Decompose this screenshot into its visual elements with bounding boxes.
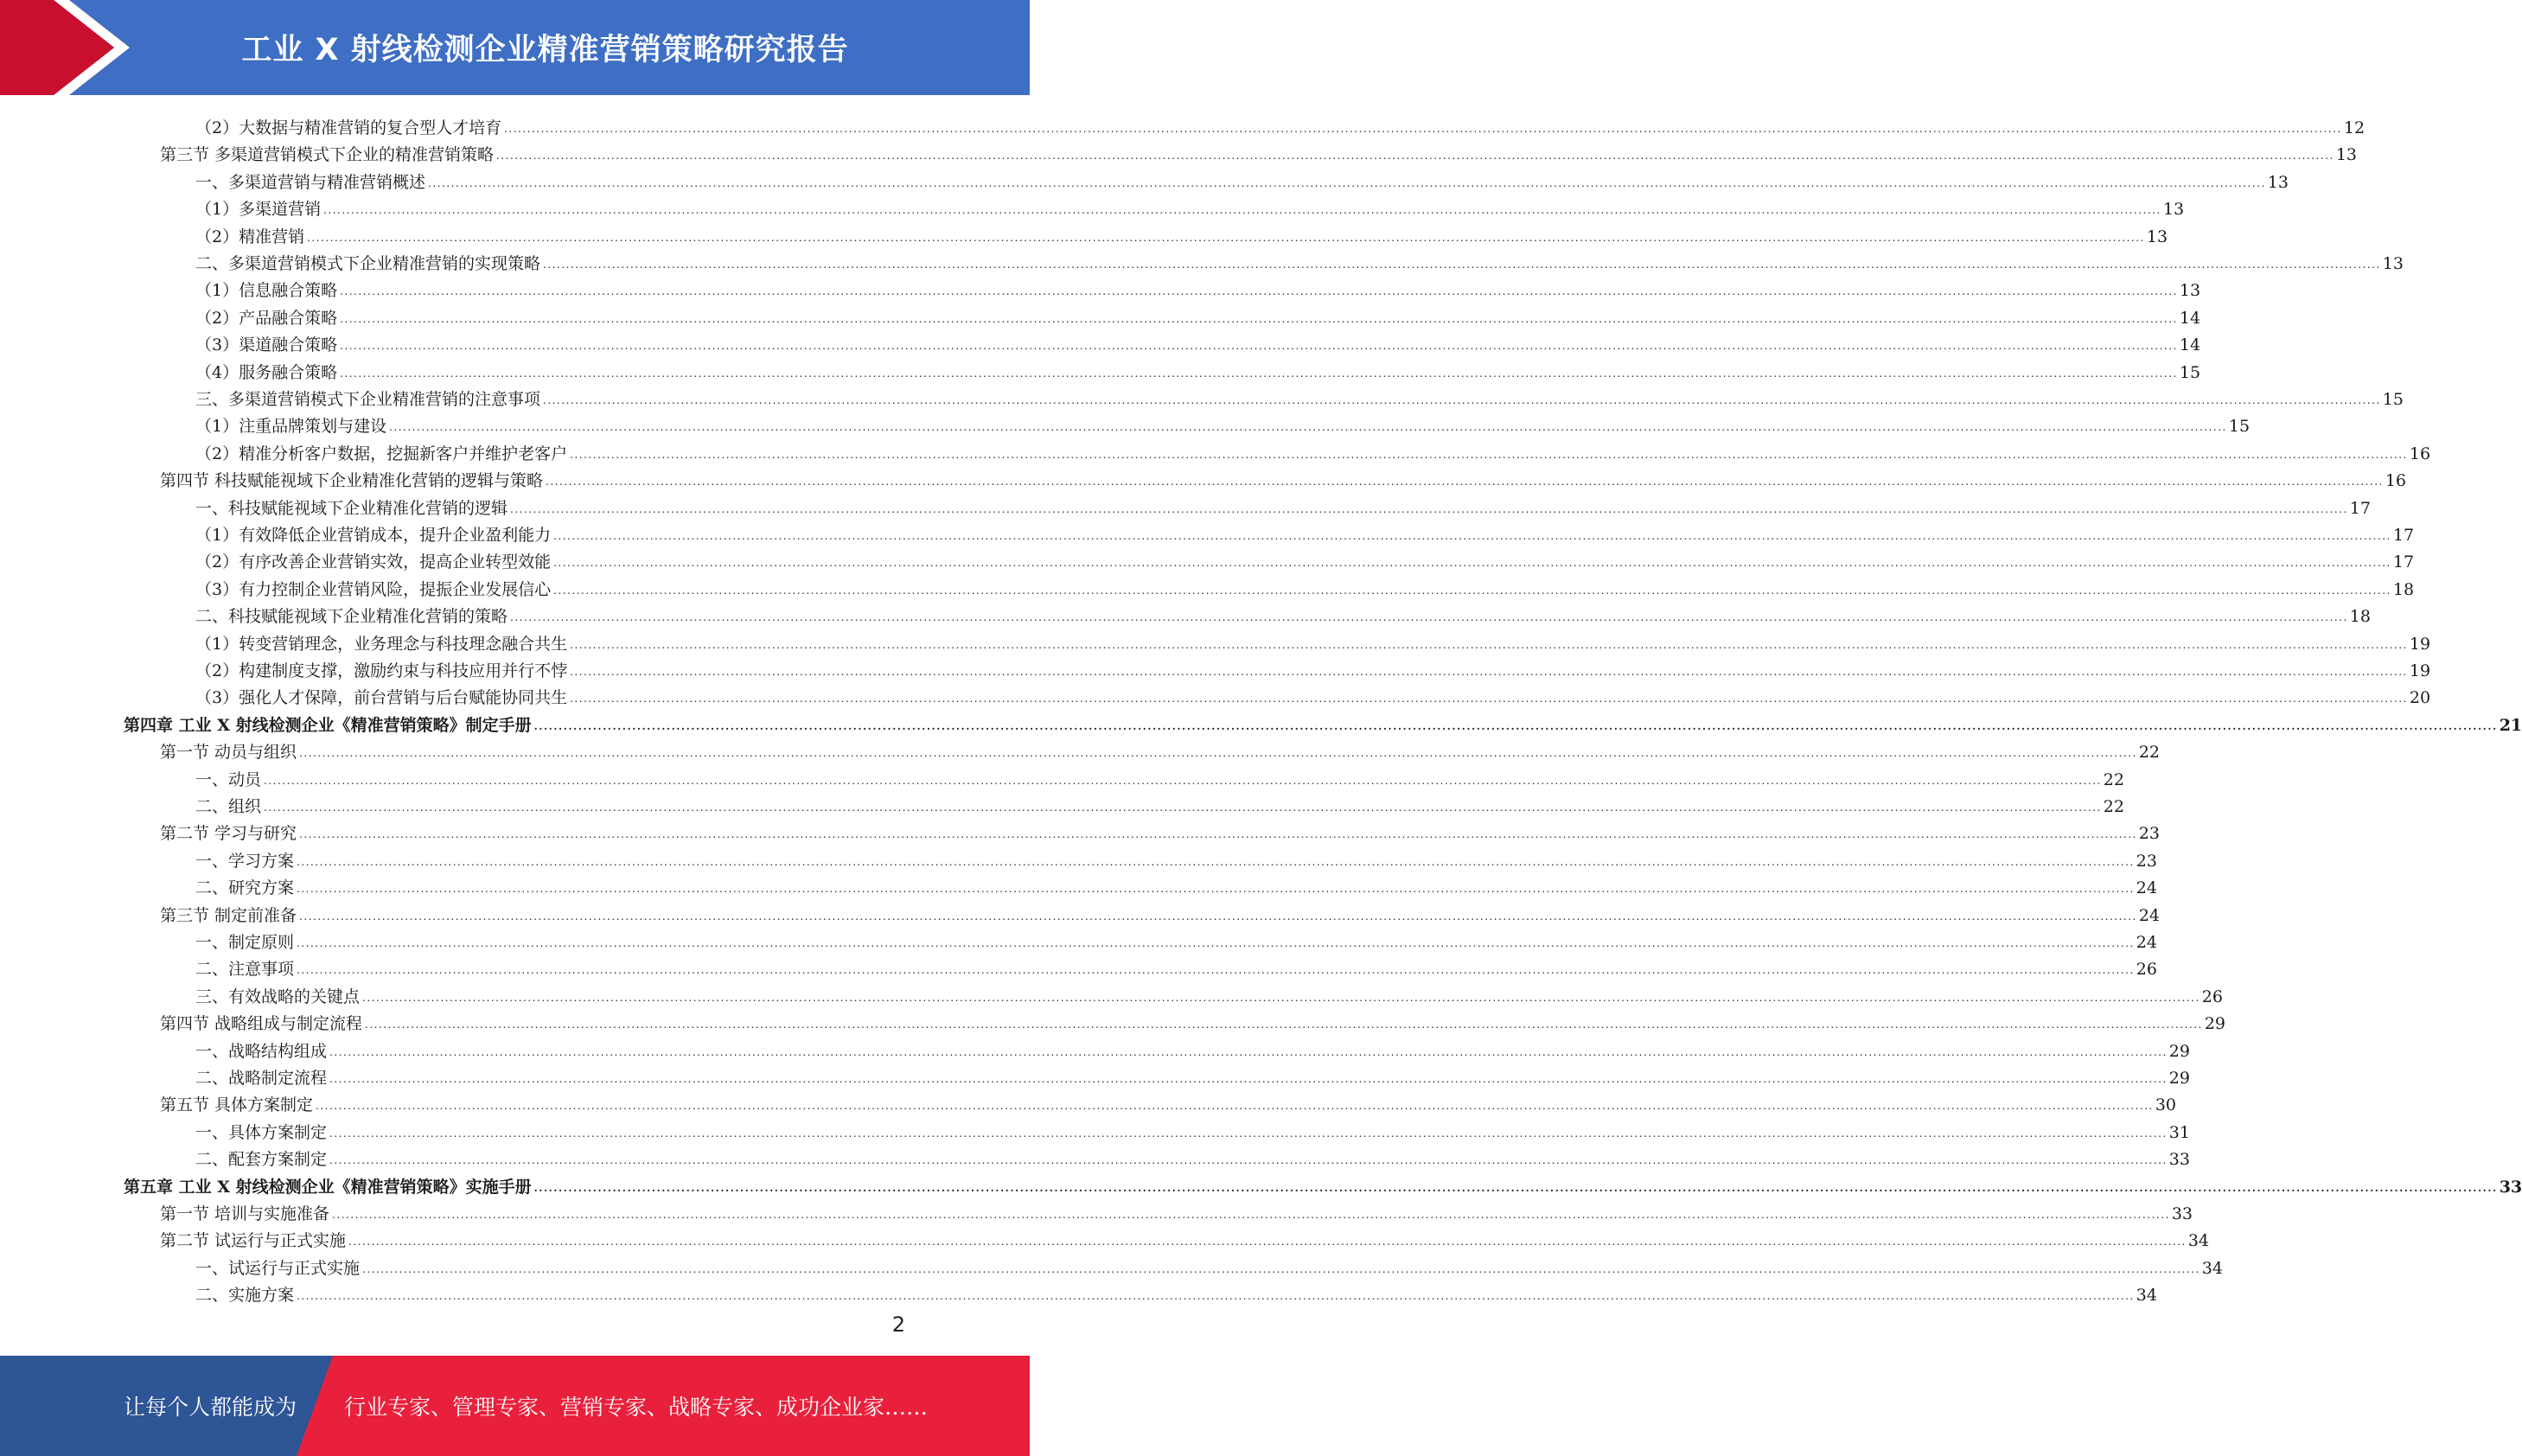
toc-dot-leader: ................................................................................................................................................................................................................................................................................................................................................................................................................: [329, 1127, 2168, 1140]
toc-dot-leader: ................................................................................................................................................................................................................................................................................................................................................................................................................: [533, 719, 2498, 732]
toc-entry-label: （2）大数据与精准营销的复合型人才培育: [195, 118, 502, 137]
toc-entry[interactable]: [195, 491, 2371, 518]
toc-entry-page: 18: [2392, 579, 2415, 599]
toc-entry-page: 14: [2179, 308, 2201, 328]
toc-entry[interactable]: [195, 1251, 2223, 1278]
toc-entry[interactable]: [195, 599, 2371, 627]
toc-dot-leader: ................................................................................................................................................................................................................................................................................................................................................................................................................: [362, 991, 2200, 1004]
toc-dot-leader: ................................................................................................................................................................................................................................................................................................................................................................................................................: [323, 204, 2161, 217]
toc-dot-leader: ................................................................................................................................................................................................................................................................................................................................................................................................................: [570, 693, 2408, 706]
toc-entry[interactable]: [195, 680, 2431, 708]
toc-entry-label: 第一节 培训与实施准备: [160, 1204, 330, 1223]
toc-entry-label: 二、实施方案: [195, 1286, 295, 1306]
toc-dot-leader: ................................................................................................................................................................................................................................................................................................................................................................................................................: [546, 476, 2384, 489]
toc-dot-leader: ................................................................................................................................................................................................................................................................................................................................................................................................................: [543, 259, 2381, 271]
toc-entry-page: 26: [2136, 960, 2157, 980]
toc-entry[interactable]: [195, 1278, 2157, 1306]
toc-entry-label: 二、配套方案制定: [195, 1150, 328, 1170]
toc-entry-page: 13: [2267, 172, 2289, 192]
toc-entry-label: （1）注重品牌策划与建设: [195, 417, 387, 437]
toc-entry-label: （1）有效降低企业营销成本，提升企业盈利能力: [195, 526, 552, 545]
toc-entry-page: 33: [2168, 1150, 2190, 1170]
toc-dot-leader: ................................................................................................................................................................................................................................................................................................................................................................................................................: [496, 150, 2334, 163]
toc-entry-label: （3）强化人才保障，前台营销与后台赋能协同共生: [195, 688, 568, 708]
footer-slogan-right: 行业专家、管理专家、营销专家、战略专家、成功企业家……: [344, 1395, 929, 1420]
toc-entry-page: 29: [2204, 1014, 2226, 1034]
toc-entry-label: （1）信息融合策略: [195, 281, 338, 301]
toc-entry[interactable]: [160, 735, 2161, 763]
toc-entry[interactable]: [195, 627, 2431, 654]
toc-entry-page: 22: [2103, 770, 2124, 789]
toc-entry-label: 第三节 多渠道营销模式下企业的精准营销策略: [160, 145, 495, 165]
toc-dot-leader: ................................................................................................................................................................................................................................................................................................................................................................................................................: [329, 1154, 2168, 1167]
toc-entry-page: 34: [2187, 1231, 2210, 1251]
toc-entry-page: 13: [2146, 227, 2168, 246]
toc-entry-label: 第一节 动员与组织: [160, 743, 297, 763]
toc-entry[interactable]: [195, 1061, 2190, 1088]
toc-entry[interactable]: [195, 789, 2124, 816]
toc-entry-page: 24: [2136, 878, 2157, 898]
toc-entry[interactable]: [195, 952, 2157, 980]
header-arrow-decoration: [0, 0, 130, 95]
toc-entry-page: 17: [2392, 552, 2415, 572]
toc-dot-leader: ................................................................................................................................................................................................................................................................................................................................................................................................................: [553, 557, 2391, 570]
page-header: [0, 0, 1030, 95]
toc-dot-leader: ................................................................................................................................................................................................................................................................................................................................................................................................................: [348, 1236, 2187, 1248]
toc-entry-page: 12: [2343, 118, 2366, 137]
toc-entry-page: 22: [2138, 743, 2161, 763]
toc-entry[interactable]: [195, 273, 2201, 301]
toc-entry-page: 16: [2385, 471, 2407, 491]
toc-dot-leader: ................................................................................................................................................................................................................................................................................................................................................................................................................: [533, 1181, 2498, 1194]
toc-entry[interactable]: [195, 654, 2431, 680]
toc-entry[interactable]: [160, 137, 2358, 165]
toc-entry-label: 一、具体方案制定: [195, 1122, 328, 1142]
toc-entry-page: 15: [2179, 362, 2201, 382]
toc-entry[interactable]: [195, 763, 2124, 789]
toc-entry[interactable]: [195, 192, 2185, 220]
toc-dot-leader: ................................................................................................................................................................................................................................................................................................................................................................................................................: [340, 312, 2178, 325]
toc-entry-page: 34: [2201, 1258, 2223, 1278]
toc-entry[interactable]: [195, 925, 2157, 952]
toc-entry-label: 第二节 试运行与正式实施: [160, 1231, 347, 1251]
toc-entry-page: 14: [2179, 335, 2201, 355]
toc-entry[interactable]: [160, 898, 2161, 925]
toc-dot-leader: ................................................................................................................................................................................................................................................................................................................................................................................................................: [340, 367, 2178, 380]
toc-entry-page: 31: [2168, 1122, 2190, 1142]
toc-entry-page: 19: [2409, 634, 2431, 654]
toc-dot-leader: ................................................................................................................................................................................................................................................................................................................................................................................................................: [297, 855, 2135, 868]
toc-entry[interactable]: [195, 980, 2223, 1006]
toc-entry-label: 一、战略结构组成: [195, 1041, 328, 1061]
toc-entry-page: 26: [2201, 987, 2223, 1006]
toc-dot-leader: ................................................................................................................................................................................................................................................................................................................................................................................................................: [307, 231, 2145, 244]
toc-entry[interactable]: [195, 220, 2168, 246]
toc-entry-label: （2）构建制度支撑，激励约束与科技应用并行不悖: [195, 661, 568, 680]
toc-entry[interactable]: [195, 111, 2366, 137]
toc-entry-label: 一、多渠道营销与精准营销概述: [195, 172, 426, 192]
toc-entry[interactable]: [195, 165, 2289, 192]
toc-entry[interactable]: [195, 301, 2201, 328]
toc-entry[interactable]: [160, 1006, 2226, 1034]
toc-entry-label: 一、学习方案: [195, 851, 295, 871]
toc-dot-leader: ................................................................................................................................................................................................................................................................................................................................................................................................................: [504, 123, 2342, 135]
toc-entry-page: 19: [2409, 661, 2431, 680]
toc-entry-label: （2）精准营销: [195, 227, 305, 246]
toc-chapter-entry[interactable]: [124, 708, 2522, 735]
toc-dot-leader: ................................................................................................................................................................................................................................................................................................................................................................................................................: [553, 530, 2391, 542]
toc-entry-label: 三、有效战略的关键点: [195, 987, 361, 1006]
toc-dot-leader: ................................................................................................................................................................................................................................................................................................................................................................................................................: [297, 937, 2135, 949]
toc-dot-leader: ................................................................................................................................................................................................................................................................................................................................................................................................................: [340, 340, 2178, 353]
toc-entry[interactable]: [195, 1034, 2190, 1061]
toc-dot-leader: ................................................................................................................................................................................................................................................................................................................................................................................................................: [362, 1262, 2200, 1275]
toc-entry-label: （3）渠道融合策略: [195, 335, 338, 355]
toc-entry-page: 22: [2103, 797, 2124, 816]
toc-dot-leader: ................................................................................................................................................................................................................................................................................................................................................................................................................: [332, 1209, 2170, 1221]
toc-entry-label: 一、制定原则: [195, 933, 295, 952]
toc-entry-page: 30: [2155, 1095, 2177, 1115]
toc-entry[interactable]: [160, 463, 2407, 491]
toc-dot-leader: ................................................................................................................................................................................................................................................................................................................................................................................................................: [428, 176, 2266, 189]
toc-entry-label: 第四章 工业 X 射线检测企业《精准营销策略》制定手册: [124, 715, 532, 735]
toc-entry[interactable]: [195, 545, 2415, 572]
toc-entry-label: 第二节 学习与研究: [160, 824, 297, 844]
toc-entry-label: 一、试运行与正式实施: [195, 1258, 361, 1278]
toc-entry-page: 24: [2138, 905, 2161, 925]
toc-dot-leader: ................................................................................................................................................................................................................................................................................................................................................................................................................: [553, 584, 2391, 597]
toc-entry-page: 20: [2409, 688, 2431, 708]
toc-dot-leader: ................................................................................................................................................................................................................................................................................................................................................................................................................: [340, 285, 2178, 298]
page-number: 2: [891, 1312, 905, 1337]
toc-entry-page: 23: [2136, 851, 2157, 871]
toc-entry-label: （2）产品融合策略: [195, 308, 338, 328]
toc-dot-leader: ................................................................................................................................................................................................................................................................................................................................................................................................................: [510, 502, 2348, 515]
toc-entry-label: （2）精准分析客户数据，挖掘新客户并维护老客户: [195, 444, 568, 463]
toc-dot-leader: ................................................................................................................................................................................................................................................................................................................................................................................................................: [264, 801, 2102, 814]
toc-entry-label: （3）有力控制企业营销风险，提振企业发展信心: [195, 579, 552, 599]
toc-dot-leader: ................................................................................................................................................................................................................................................................................................................................................................................................................: [299, 747, 2137, 760]
toc-entry-label: （4）服务融合策略: [195, 362, 338, 382]
toc-entry-label: 第四节 科技赋能视域下企业精准化营销的逻辑与策略: [160, 471, 544, 491]
toc-entry-page: 17: [2392, 526, 2415, 545]
toc-entry-page: 16: [2409, 444, 2431, 463]
toc-entry-label: 二、注意事项: [195, 960, 295, 980]
toc-entry[interactable]: [195, 844, 2157, 871]
toc-dot-leader: ................................................................................................................................................................................................................................................................................................................................................................................................................: [297, 964, 2135, 977]
toc-dot-leader: ................................................................................................................................................................................................................................................................................................................................................................................................................: [329, 1045, 2168, 1058]
toc-dot-leader: ................................................................................................................................................................................................................................................................................................................................................................................................................: [299, 910, 2137, 923]
toc-entry-page: 24: [2136, 933, 2157, 952]
report-title: 工业 X 射线检测企业精准营销策略研究报告: [241, 33, 849, 67]
toc-entry-page: 23: [2138, 824, 2161, 844]
toc-entry-page: 29: [2168, 1041, 2190, 1061]
toc-entry-page: 17: [2349, 498, 2371, 518]
toc-entry-page: 13: [2335, 145, 2358, 165]
toc-entry[interactable]: [160, 1197, 2193, 1223]
toc-entry-label: 第三节 制定前准备: [160, 905, 297, 925]
toc-entry[interactable]: [195, 1115, 2190, 1142]
toc-entry[interactable]: [195, 1142, 2190, 1170]
toc-entry-label: 三、多渠道营销模式下企业精准营销的注意事项: [195, 390, 541, 409]
toc-entry[interactable]: [195, 409, 2251, 437]
toc-entry-label: 第五节 具体方案制定: [160, 1095, 314, 1115]
toc-dot-leader: ................................................................................................................................................................................................................................................................................................................................................................................................................: [329, 1073, 2168, 1085]
toc-entry-label: 二、多渠道营销模式下企业精准营销的实现策略: [195, 254, 541, 273]
toc-entry[interactable]: [195, 518, 2415, 545]
toc-dot-leader: ................................................................................................................................................................................................................................................................................................................................................................................................................: [389, 421, 2227, 434]
toc-entry-label: （1）转变营销理念，业务理念与科技理念融合共生: [195, 634, 568, 654]
toc-entry-label: 二、战略制定流程: [195, 1069, 328, 1088]
toc-entry-label: 二、组织: [195, 797, 262, 816]
toc-entry-page: 13: [2382, 254, 2404, 273]
toc-entry[interactable]: [160, 1088, 2177, 1115]
toc-entry[interactable]: [160, 816, 2161, 844]
toc-entry-label: 一、科技赋能视域下企业精准化营销的逻辑: [195, 498, 508, 518]
toc-entry[interactable]: [195, 437, 2431, 463]
toc-dot-leader: ................................................................................................................................................................................................................................................................................................................................................................................................................: [297, 883, 2135, 896]
toc-dot-leader: ................................................................................................................................................................................................................................................................................................................................................................................................................: [543, 394, 2381, 406]
toc-entry[interactable]: [195, 355, 2201, 382]
toc-entry-label: 第四节 战略组成与制定流程: [160, 1014, 363, 1034]
page-footer: [0, 1356, 1030, 1456]
toc-entry-page: 33: [2171, 1204, 2193, 1223]
toc-dot-leader: ................................................................................................................................................................................................................................................................................................................................................................................................................: [297, 1290, 2135, 1303]
toc-entry-label: 一、动员: [195, 770, 262, 789]
toc-dot-leader: ................................................................................................................................................................................................................................................................................................................................................................................................................: [570, 666, 2408, 678]
toc-entry[interactable]: [195, 871, 2157, 898]
toc-dot-leader: ................................................................................................................................................................................................................................................................................................................................................................................................................: [510, 611, 2348, 624]
toc-entry[interactable]: [195, 246, 2404, 273]
toc-entry-page: 15: [2228, 417, 2251, 437]
toc-entry-page: 18: [2349, 607, 2371, 627]
toc-entry-page: 15: [2382, 390, 2404, 409]
toc-entry-label: 二、科技赋能视域下企业精准化营销的策略: [195, 607, 508, 627]
toc-dot-leader: ................................................................................................................................................................................................................................................................................................................................................................................................................: [299, 828, 2137, 841]
footer-slogan-left: 让每个人都能成为: [124, 1395, 297, 1420]
toc-entry-label: （2）有序改善企业营销实效，提高企业转型效能: [195, 552, 552, 572]
toc-dot-leader: ................................................................................................................................................................................................................................................................................................................................................................................................................: [264, 774, 2102, 787]
toc-chapter-entry[interactable]: [124, 1170, 2522, 1197]
toc-entry-page: 21: [2499, 715, 2522, 735]
toc-entry[interactable]: [160, 1223, 2210, 1251]
toc-entry[interactable]: [195, 572, 2415, 599]
toc-entry-label: 二、研究方案: [195, 878, 295, 898]
toc-entry-page: 13: [2179, 281, 2201, 301]
toc-dot-leader: ................................................................................................................................................................................................................................................................................................................................................................................................................: [570, 448, 2408, 461]
toc-entry-label: （1）多渠道营销: [195, 200, 322, 220]
toc-entry-page: 33: [2499, 1177, 2522, 1197]
toc-entry[interactable]: [195, 382, 2404, 409]
toc-entry-page: 29: [2168, 1069, 2190, 1088]
toc-dot-leader: ................................................................................................................................................................................................................................................................................................................................................................................................................: [570, 638, 2408, 651]
toc-entry[interactable]: [195, 328, 2201, 355]
toc-entry-page: 34: [2136, 1286, 2157, 1306]
toc-dot-leader: ................................................................................................................................................................................................................................................................................................................................................................................................................: [316, 1100, 2154, 1113]
toc-entry-page: 13: [2162, 200, 2185, 220]
toc-dot-leader: ................................................................................................................................................................................................................................................................................................................................................................................................................: [365, 1019, 2203, 1031]
toc-entry-label: 第五章 工业 X 射线检测企业《精准营销策略》实施手册: [124, 1177, 532, 1197]
